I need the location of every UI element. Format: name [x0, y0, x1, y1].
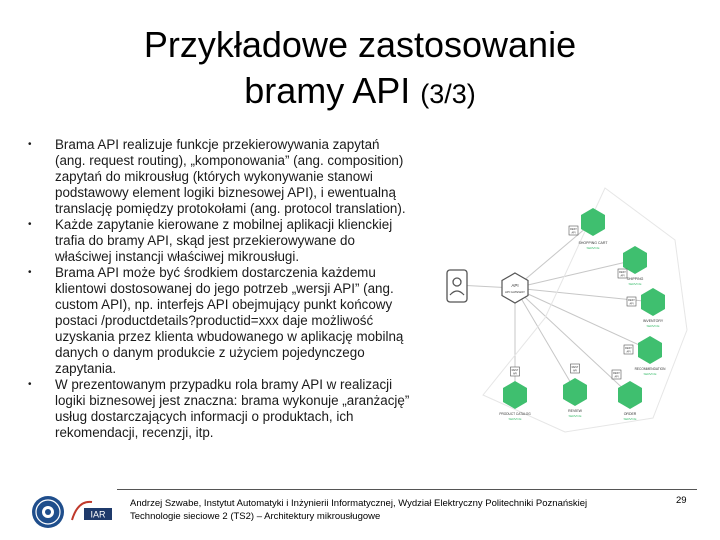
api-label: API [614, 375, 619, 379]
api-label: API [571, 231, 576, 235]
rest-label: REST [625, 347, 632, 350]
service-name: RECOMMENDATION [634, 367, 666, 371]
service-shipping [618, 246, 647, 286]
institute-logo-text: IAR [90, 509, 106, 520]
api-label: API [629, 302, 634, 306]
service-sub: SERVICE [628, 282, 642, 286]
api-label: API [620, 274, 625, 278]
footer-text [130, 497, 670, 523]
api-label: API [626, 350, 631, 354]
page-number: 29 [676, 495, 687, 506]
service-order [612, 370, 642, 421]
title-line-2-main: bramy API [244, 70, 411, 111]
gateway-api-text: API [511, 283, 519, 288]
bullet-item: • Brama API może być środkiem dostarczenia każdemu klientowi dostosowanej do jego potrzeb „wersji API” (ang. custom API), np. interfejs API obejmujący punkt końcowy postaci /productdetails?productid=xxx daje możliwość uzyskania przez klienta wbudowanego w aplikację mobilną danych o danym produkcie z użyciem pojedynczego zapytania. [28, 265, 413, 377]
api-label: API [512, 372, 518, 376]
service-name: SHOPPING CART [578, 241, 608, 245]
institute-logo [70, 498, 114, 524]
title-line-2 [0, 68, 720, 117]
rest-label: REST [511, 369, 519, 372]
rest-label: REST [613, 372, 620, 375]
bullet-item: • Brama API realizuje funkcje przekierowywania zapytań (ang. request routing), „komponowania” (ang. composition) zapytań do mikrousług (których wykonywanie stanowi podstawowy element logiki biznesowej API), i ewentualną translację pomiędzy protokołami (ang. protocol translation). [28, 137, 413, 217]
service-recommendation [624, 336, 666, 376]
service-name: ORDER [623, 412, 637, 416]
rest-label: REST [570, 228, 577, 231]
footer-divider [117, 489, 697, 490]
service-review [563, 364, 587, 418]
service-name: REVIEW [568, 409, 582, 413]
bullet-item: • Każde zapytanie kierowane z mobilnej aplikacji klienckiej trafia do bramy API, skąd jest przekierowywane do właściwej instancji właściwej mikrousługi. [28, 217, 413, 265]
rest-label: REST [628, 299, 635, 302]
bullet-item: • W prezentowanym przypadku rola bramy API w realizacji logiki biznesowej jest znaczna: brama wykonuje „aranżację” usług dostarczających informacji o produktach, ich rekomendacji, recenzji, itp. [28, 377, 413, 441]
gateway-label: API GATEWAY [504, 290, 526, 294]
api-label: API [572, 369, 578, 373]
rest-label: REST [571, 366, 579, 369]
service-name: PRODUCT CATALOG [499, 412, 531, 416]
service-inventory [627, 288, 665, 328]
service-sub: SERVICE [643, 372, 657, 376]
service-product-catalog [499, 367, 531, 421]
footer-line-2: Technologie sieciowe 2 (TS2) – Architektury mikrousługowe [130, 511, 381, 522]
title-line-1: Przykładowe zastosowanie [143, 24, 577, 65]
service-sub: SERVICE [568, 414, 582, 418]
service-sub: SERVICE [586, 246, 600, 250]
title-suffix: (3/3) [420, 79, 476, 109]
slide-title [0, 22, 720, 117]
university-logo [31, 495, 65, 529]
footer-line-1: Andrzej Szwabe, Instytut Automatyki i Inżynierii Informatycznej, Wydział Elektryczny Politechniki Poznańskiej [130, 498, 588, 509]
service-name: SHIPPING [626, 277, 644, 281]
service-name: INVENTORY [642, 319, 664, 323]
service-sub: SERVICE [646, 324, 660, 328]
rest-label: REST [619, 271, 626, 274]
gateway-node [502, 273, 528, 303]
client-phone-icon [447, 270, 467, 302]
service-shopping-cart [569, 208, 608, 250]
api-gateway-diagram [425, 170, 695, 440]
service-sub: SERVICE [623, 417, 637, 421]
bullet-list [28, 137, 413, 441]
service-sub: SERVICE [508, 417, 522, 421]
